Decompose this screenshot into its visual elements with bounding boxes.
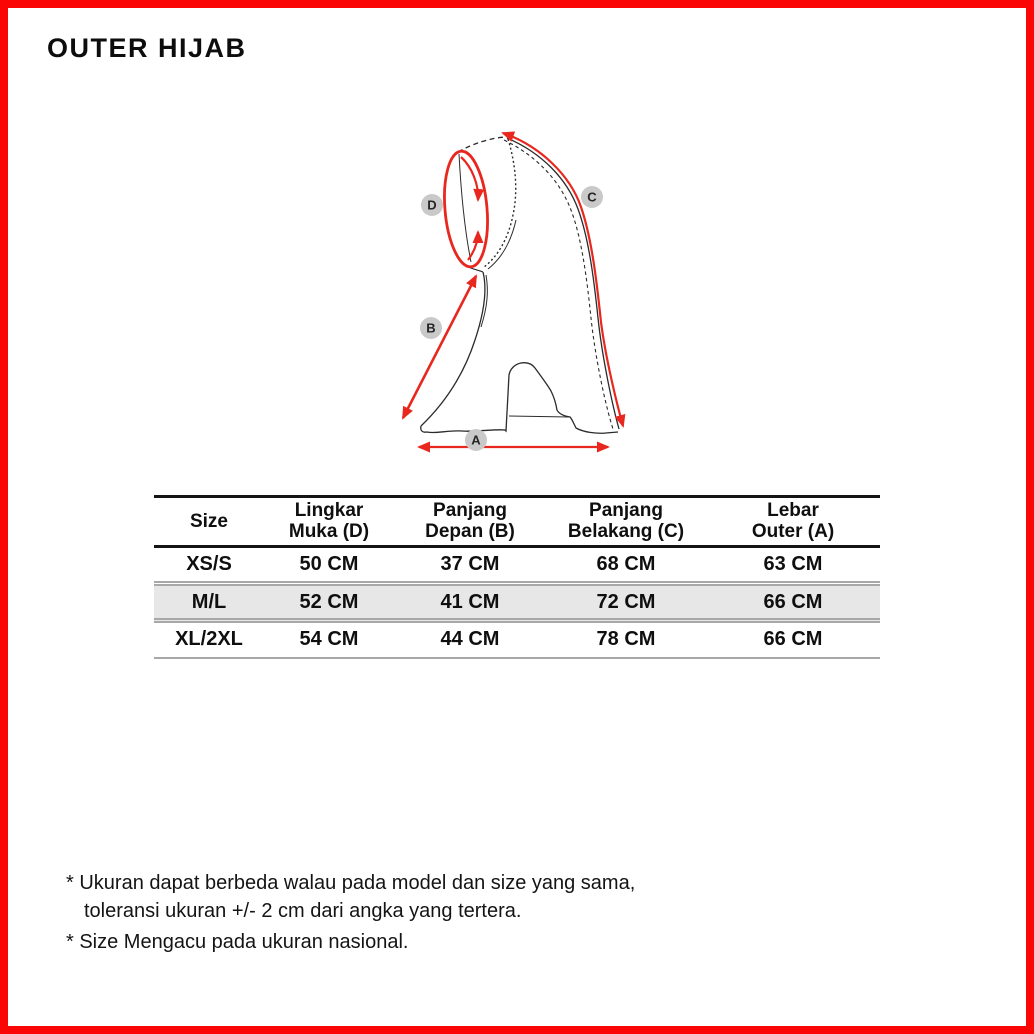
col-header-panjang-belakang <box>546 497 706 547</box>
col-header-lebar-outer-line1: Lebar <box>767 500 819 521</box>
badge-D <box>421 194 443 216</box>
cell-panjang-belakang: 78 CM <box>596 628 656 651</box>
cell-size: M/L <box>191 590 227 613</box>
cell-lebar-outer: 63 CM <box>763 553 823 575</box>
cell-panjang-belakang: 72 CM <box>596 590 656 613</box>
col-header-size-line1: Size <box>189 510 229 532</box>
col-header-panjang-depan <box>394 497 546 547</box>
col-header-panjang-depan-line2: Depan (B) <box>425 521 515 542</box>
badge-A-letter: A <box>471 432 481 448</box>
measurement-arrows <box>403 133 623 447</box>
badge-C-letter: C <box>587 189 597 205</box>
badge-B <box>420 317 442 339</box>
cell-panjang-depan: 41 CM <box>440 590 500 613</box>
col-header-lebar-outer <box>706 497 880 547</box>
col-header-panjang-belakang-line1: Panjang <box>589 500 663 521</box>
cell-lingkar-muka: 52 CM <box>299 590 359 613</box>
table-row-xs-s <box>154 547 880 584</box>
size-table-header-row <box>154 497 880 547</box>
badge-D-letter: D <box>427 197 437 213</box>
face-opening-ellipse <box>440 149 492 268</box>
cell-size: XS/S <box>186 553 232 575</box>
cell-panjang-belakang: 68 CM <box>596 553 656 575</box>
note-tolerance-line2: toleransi ukuran +/- 2 cm dari angka yang tertera. <box>84 900 522 922</box>
footnotes <box>66 869 635 956</box>
badge-C <box>581 186 603 208</box>
cell-panjang-depan: 44 CM <box>440 628 500 651</box>
col-header-lingkar-muka <box>264 497 394 547</box>
cell-lebar-outer: 66 CM <box>763 628 823 651</box>
note-tolerance-line1: * Ukuran dapat berbeda walau pada model dan size yang sama, <box>66 872 636 894</box>
front-length-arrow <box>403 276 476 418</box>
cell-panjang-depan: 37 CM <box>440 553 500 575</box>
table-row-m-l <box>154 584 880 621</box>
cell-size: XL/2XL <box>175 628 243 651</box>
cell-lingkar-muka: 50 CM <box>299 553 359 575</box>
page-title: OUTER HIJAB <box>47 33 247 63</box>
col-header-lingkar-muka-line2: Muka (D) <box>288 521 370 542</box>
note-national-size: * Size Mengacu pada ukuran nasional. <box>66 931 409 953</box>
col-header-size <box>154 497 264 547</box>
size-table <box>154 495 880 659</box>
cell-lingkar-muka: 54 CM <box>299 628 359 651</box>
col-header-panjang-belakang-line2: Belakang (C) <box>567 521 685 542</box>
badge-B-letter: B <box>426 320 436 336</box>
back-length-arrow <box>503 133 623 426</box>
hijab-outline <box>421 137 619 433</box>
col-header-panjang-depan-line1: Panjang <box>433 500 507 521</box>
badge-A <box>465 429 487 451</box>
cell-lebar-outer: 66 CM <box>763 590 823 613</box>
col-header-lingkar-muka-line1: Lingkar <box>294 500 364 521</box>
col-header-lebar-outer-line2: Outer (A) <box>751 521 835 542</box>
table-row-xl-2xl <box>154 621 880 658</box>
hijab-measurement-diagram <box>378 98 682 472</box>
